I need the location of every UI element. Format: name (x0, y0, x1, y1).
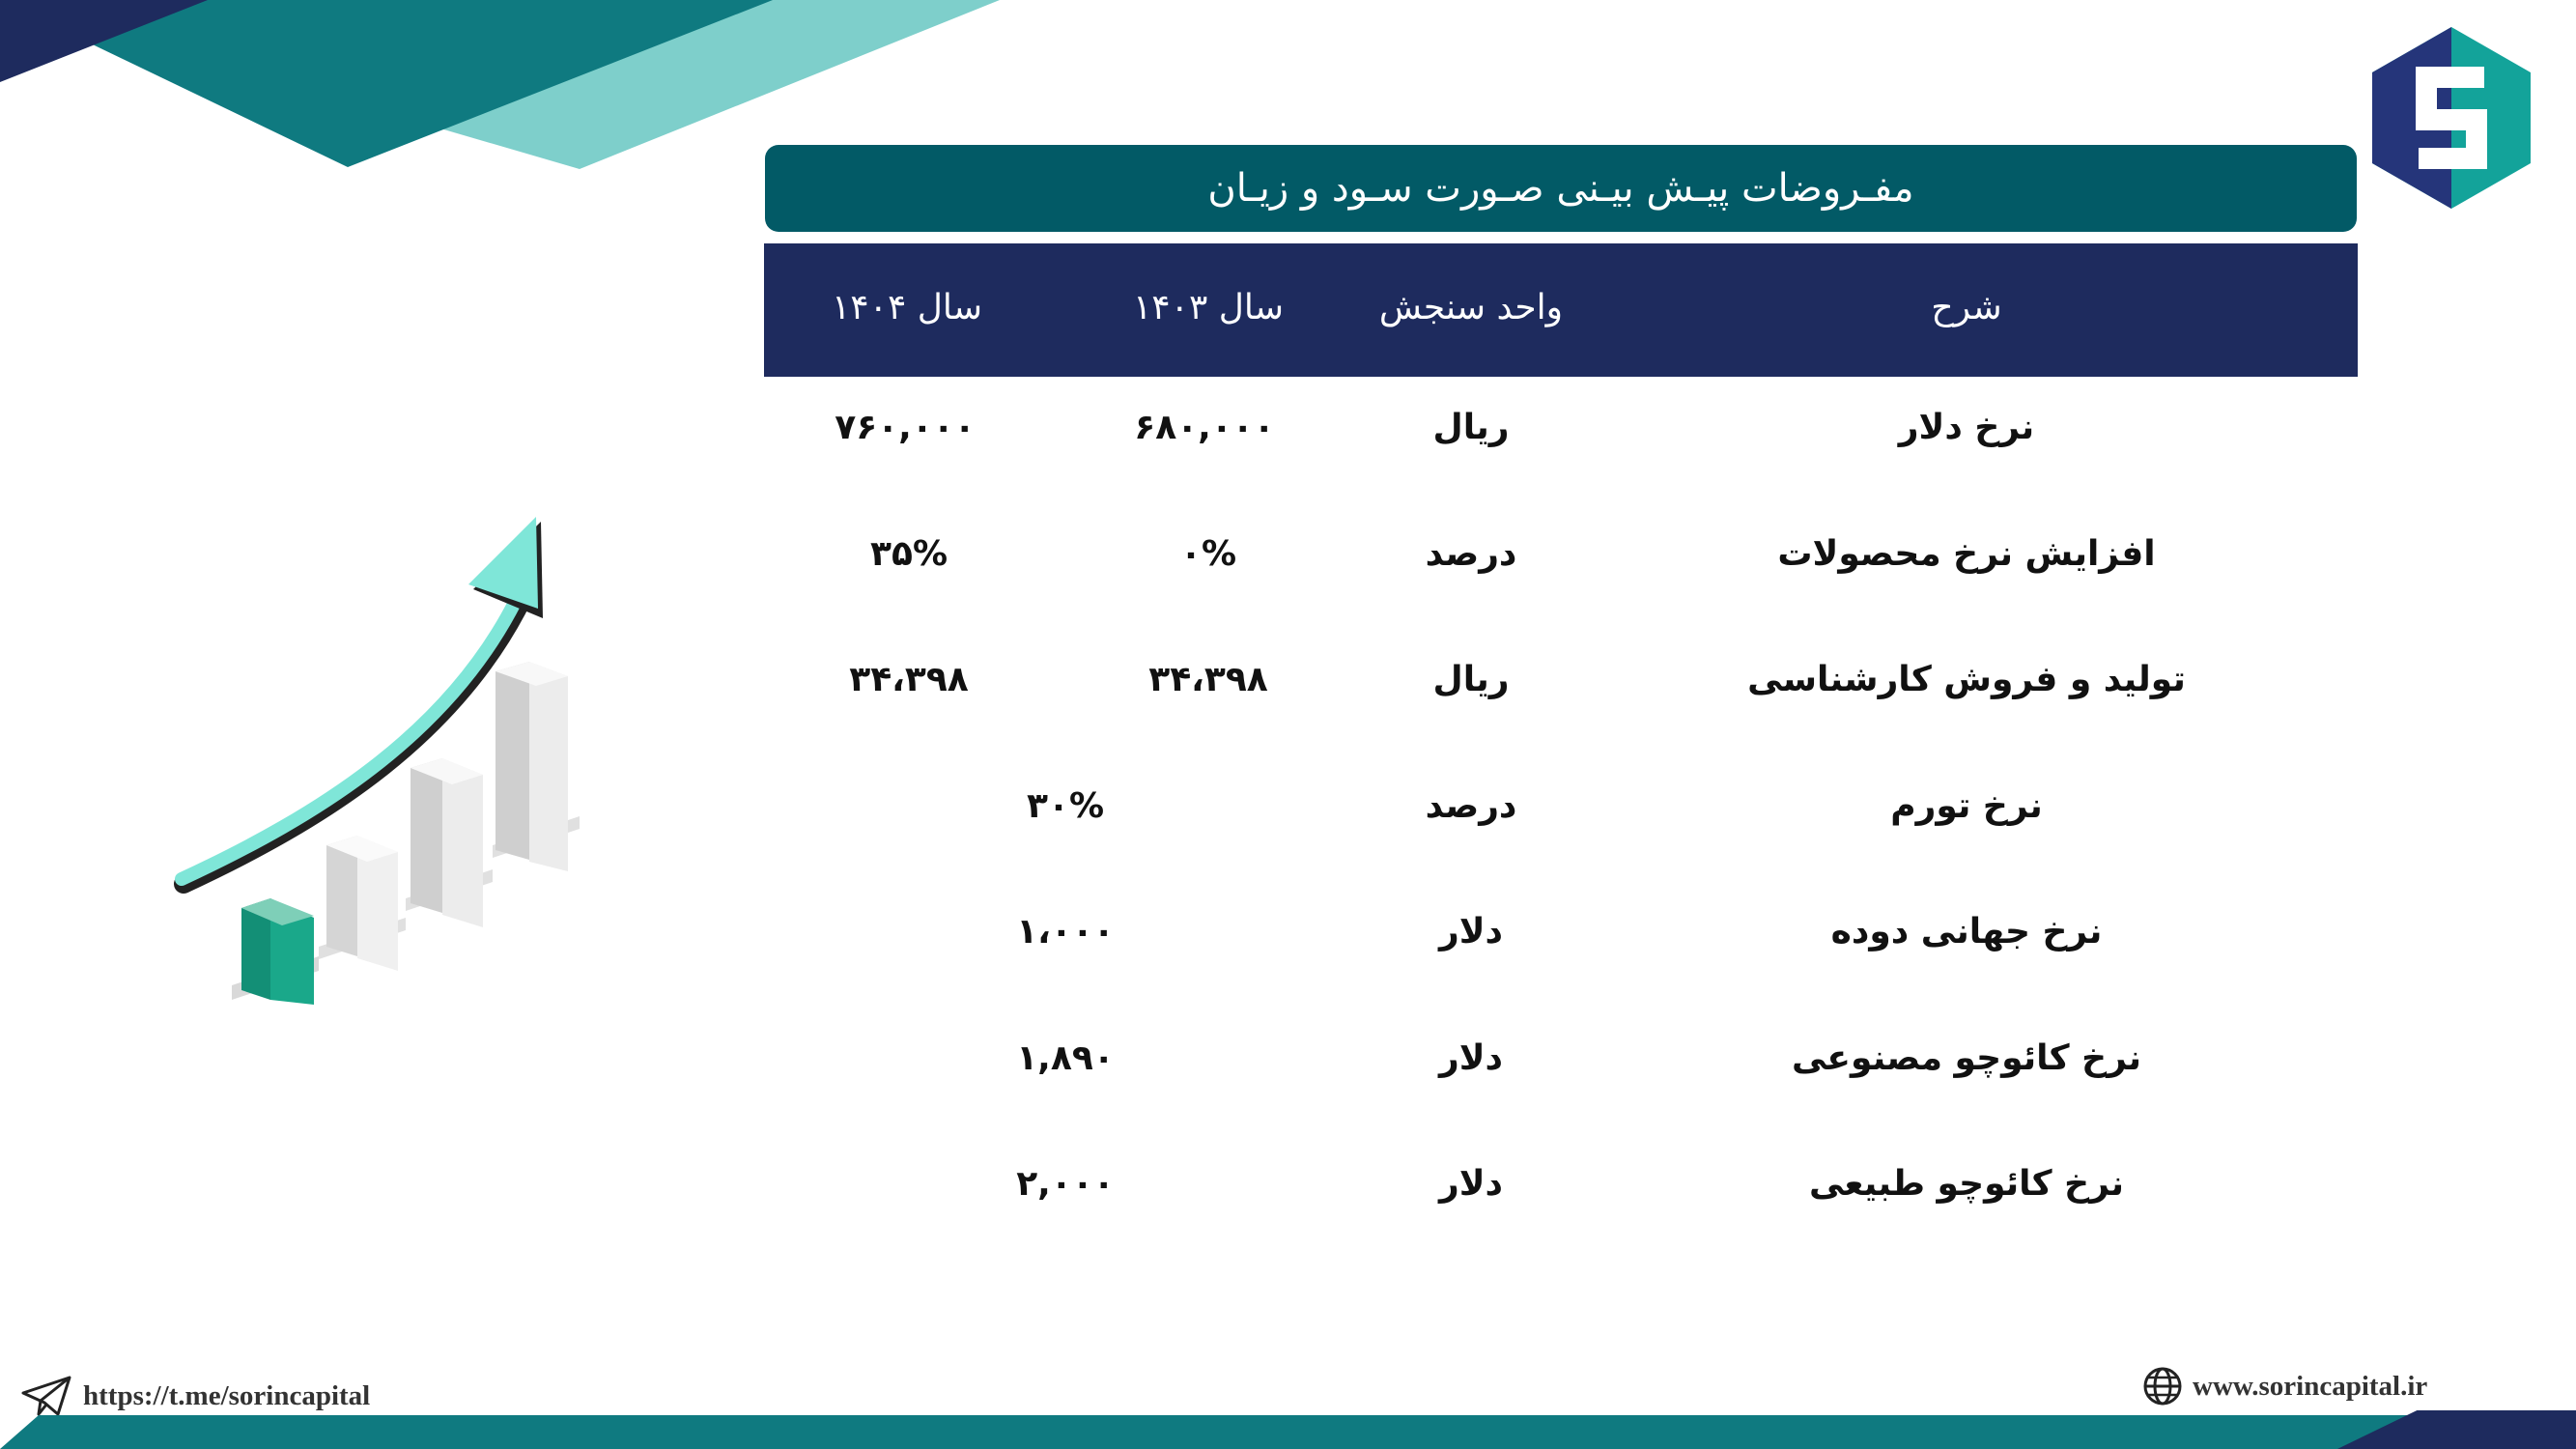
header-year-1404: سال ۱۴۰۴ (831, 288, 983, 327)
row-unit: دلار (1438, 1037, 1504, 1078)
website-url[interactable]: www.sorincapital.ir (2193, 1370, 2428, 1402)
row-unit: دلار (1438, 1164, 1504, 1204)
row-value-merged: ۱،۰۰۰ (1016, 912, 1115, 952)
header-unit: واحد سنجش (1378, 288, 1564, 327)
row-description: نرخ جهانی دوده (1830, 912, 2103, 952)
header-year-1403: سال ۱۴۰۳ (1132, 288, 1285, 327)
table-row (764, 881, 2358, 1008)
row-description: تولید و فروش کارشناسی (1747, 660, 2186, 699)
row-value-1404: ۳۴،۳۹۸ (849, 660, 969, 699)
row-description: افزایش نرخ محصولات (1777, 533, 2156, 574)
row-value-1403: ۶۸۰,۰۰۰ (1134, 408, 1275, 447)
table-row (764, 503, 2358, 630)
row-unit: درصد (1425, 533, 1517, 574)
sorin-capital-logo (2368, 23, 2534, 213)
table-row (764, 755, 2358, 882)
row-value-1404: ۳۵% (869, 533, 948, 574)
bottom-decoration (0, 1410, 2576, 1449)
table-row (764, 629, 2358, 755)
row-value-1403: ۳۴،۳۹۸ (1148, 660, 1268, 699)
telegram-url[interactable]: https://t.me/sorincapital (83, 1379, 371, 1411)
row-unit: ریال (1432, 660, 1510, 699)
table-row (764, 1008, 2358, 1134)
header-description: شرح (1931, 288, 2002, 327)
row-unit: دلار (1438, 912, 1504, 952)
row-value-merged: ۳۰% (1026, 785, 1105, 826)
table-row (764, 377, 2358, 503)
table-header (764, 243, 2358, 377)
row-description: نرخ کائوچو مصنوعی (1791, 1037, 2142, 1078)
row-value-1403: ۰% (1179, 533, 1237, 574)
website-link[interactable] (2142, 1366, 2427, 1406)
table-row (764, 1133, 2358, 1260)
row-unit: ریال (1432, 408, 1510, 447)
page-title: مفـروضات پیـش بیـنی صـورت سـود و زیـان (765, 145, 2357, 232)
globe-icon (2142, 1366, 2183, 1406)
row-description: نرخ کائوچو طبیعی (1808, 1164, 2125, 1204)
growth-chart-illustration (174, 512, 599, 1014)
row-unit: درصد (1425, 785, 1517, 826)
row-description: نرخ دلار (1898, 408, 2035, 447)
assumptions-table (764, 243, 2358, 1260)
row-description: نرخ تورم (1890, 785, 2043, 826)
row-value-merged: ۱,۸۹۰ (1016, 1037, 1115, 1078)
row-value-1404: ۷۶۰,۰۰۰ (835, 408, 976, 447)
row-value-merged: ۲,۰۰۰ (1016, 1164, 1115, 1204)
